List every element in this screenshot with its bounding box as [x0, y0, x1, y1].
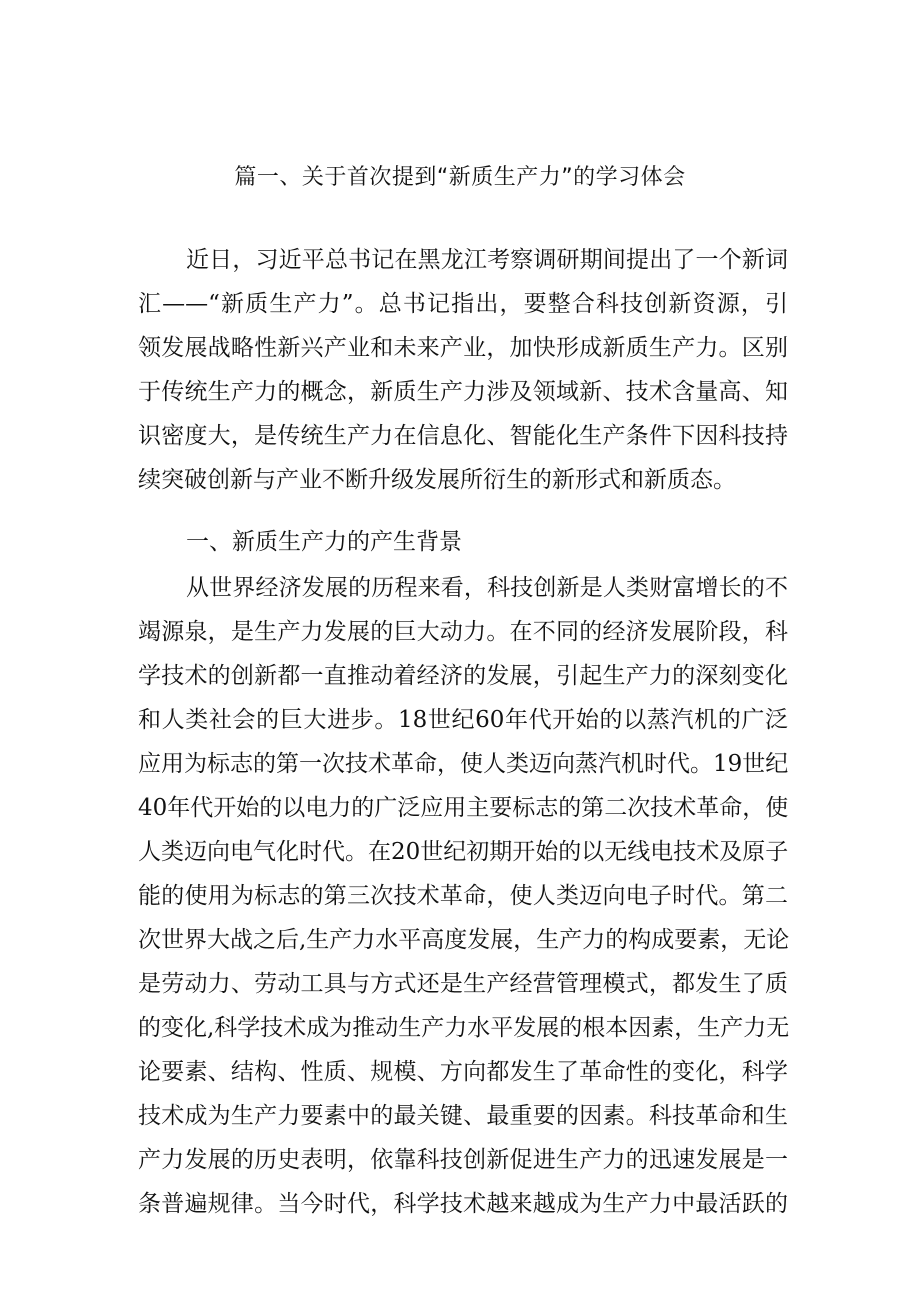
paragraph-background	[138, 566, 788, 1226]
paragraph-line: 技术成为生产力要素中的最关键、最重要的因素。科技革命和生	[138, 1103, 788, 1129]
document-title: 篇一、关于首次提到“新质生产力”的学习体会	[234, 165, 686, 190]
paragraph-line: 汇——“新质生产力”。总书记指出，要整合科技创新资源，引	[138, 291, 788, 317]
paragraph-line: 的变化,科学技术成为推动生产力水平发展的根本因素，生产力无	[138, 1015, 790, 1041]
paragraph-line: 能的使用为标志的第三次技术革命，使人类迈向电子时代。第二	[138, 883, 788, 909]
paragraph-intro	[138, 238, 788, 502]
paragraph-line: 和人类社会的巨大进步。18世纪60年代开始的以蒸汽机的广泛	[138, 707, 788, 733]
paragraph-line: 近日，习近平总书记在黑龙江考察调研期间提出了一个新词	[186, 247, 788, 273]
paragraph-line: 于传统生产力的概念，新质生产力涉及领域新、技术含量高、知	[138, 379, 788, 405]
paragraph-line: 40年代开始的以电力的广泛应用主要标志的第二次技术革命，使	[138, 795, 789, 821]
paragraph-line: 学技术的创新都一直推动着经济的发展，引起生产力的深刻变化	[138, 663, 788, 689]
paragraph-line: 识密度大，是传统生产力在信息化、智能化生产条件下因科技持	[138, 423, 788, 449]
paragraph-line: 人类迈向电气化时代。在20世纪初期开始的以无线电技术及原子	[138, 839, 789, 865]
paragraph-line: 领发展战略性新兴产业和未来产业，加快形成新质生产力。区别	[138, 335, 788, 361]
paragraph-line: 论要素、结构、性质、规模、方向都发生了革命性的变化，科学	[138, 1059, 788, 1085]
section-heading: 一、新质生产力的产生背景	[186, 529, 462, 555]
paragraph-line: 从世界经济发展的历程来看，科技创新是人类财富增长的不	[186, 575, 788, 601]
paragraph-line: 产力发展的历史表明，依靠科技创新促进生产力的迅速发展是一	[138, 1147, 788, 1173]
paragraph-line: 是劳动力、劳动工具与方式还是生产经营管理模式，都发生了质	[138, 971, 788, 997]
paragraph-line: 应用为标志的第一次技术革命，使人类迈向蒸汽机时代。19世纪	[138, 751, 789, 777]
paragraph-line: 条普遍规律。当今时代，科学技术越来越成为生产力中最活跃的	[138, 1191, 788, 1217]
paragraph-line: 次世界大战之后,生产力水平高度发展，生产力的构成要素，无论	[138, 927, 790, 953]
paragraph-line: 竭源泉，是生产力发展的巨大动力。在不同的经济发展阶段，科	[138, 619, 788, 645]
paragraph-line: 续突破创新与产业不断升级发展所衍生的新形式和新质态。	[138, 467, 736, 493]
